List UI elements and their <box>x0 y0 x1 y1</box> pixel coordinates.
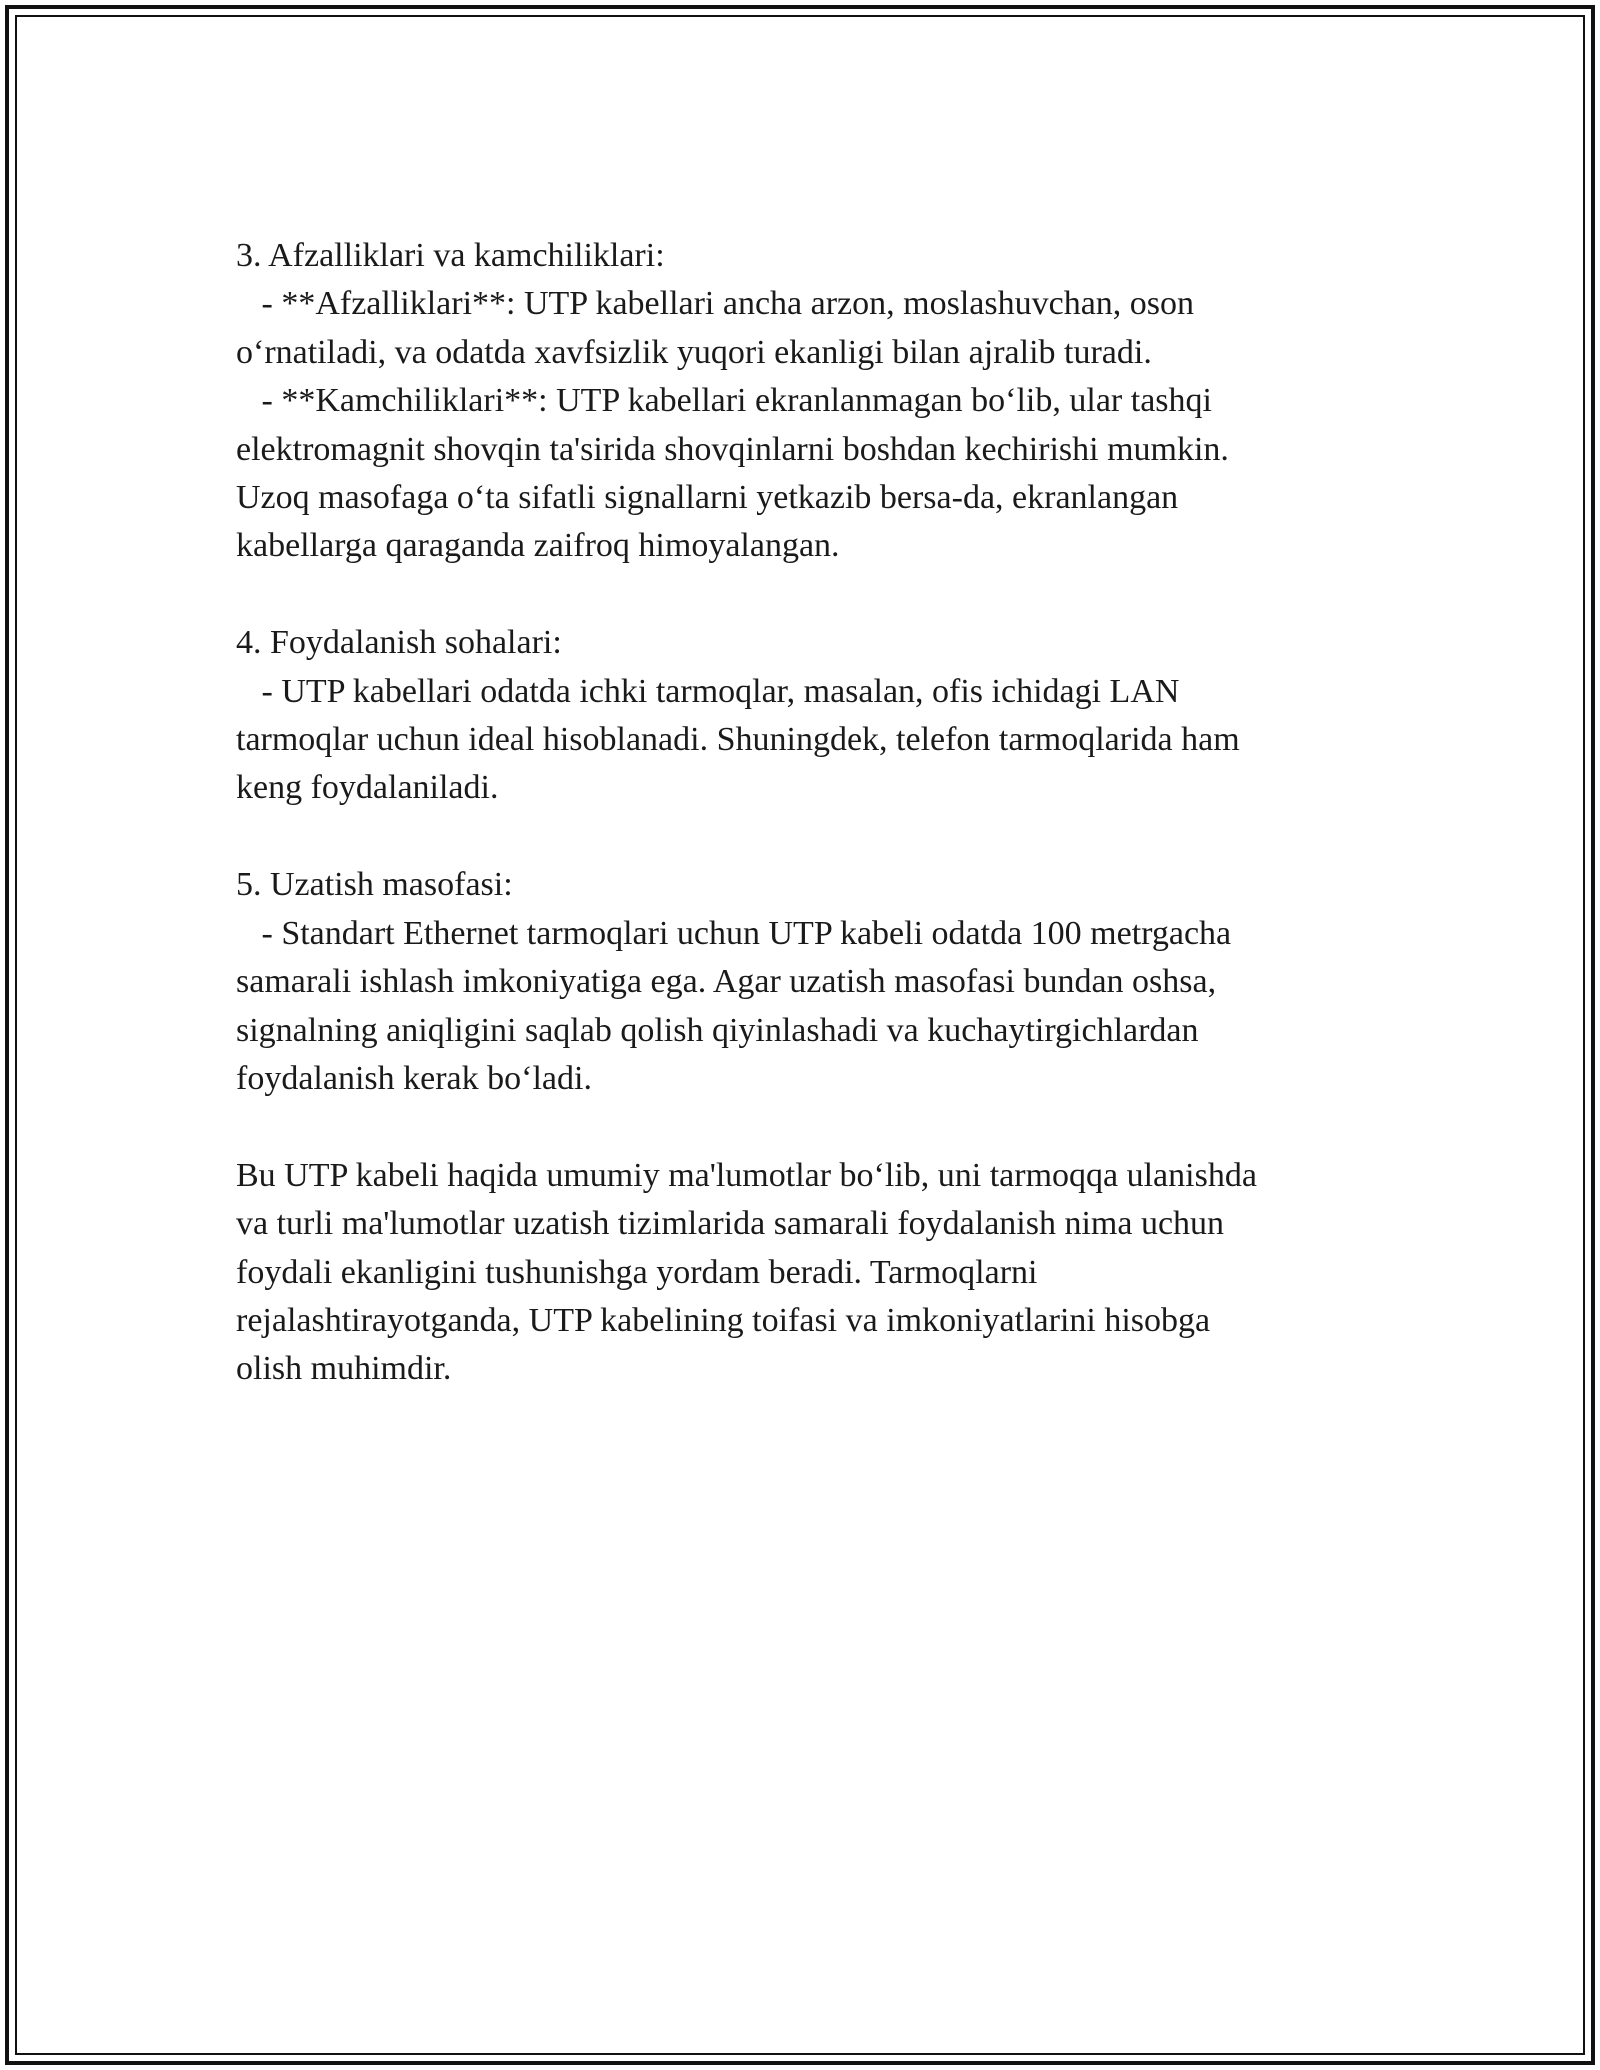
text-line: 5. Uzatish masofasi: <box>236 866 513 904</box>
text-line: keng foydalaniladi. <box>236 769 499 807</box>
text-line: kabellarga qaraganda zaifroq himoyalangan. <box>236 527 840 565</box>
text-line: - Standart Ethernet tarmoqlari uchun UTP kabeli odatda 100 metrgacha <box>236 914 1232 952</box>
blank-line <box>236 571 1386 619</box>
text-line: o‘rnatiladi, va odatda xavfsizlik yuqori ekanligi bilan ajralib turadi. <box>236 333 1152 371</box>
blank-line <box>236 813 1386 861</box>
text-line: - **Kamchiliklari**: UTP kabellari ekranlanmagan bo‘lib, ular tashqi <box>236 382 1212 420</box>
text-line: foydalanish kerak bo‘ladi. <box>236 1059 592 1097</box>
text-line: Uzoq masofaga o‘ta sifatli signallarni yetkazib bersa-da, ekranlangan <box>236 479 1179 517</box>
text-line: - **Afzalliklari**: UTP kabellari ancha arzon, moslashuvchan, oson <box>236 285 1195 323</box>
text-line: foydali ekanligini tushunishga yordam beradi. Tarmoqlarni <box>236 1253 1038 1291</box>
blank-line <box>236 1103 1386 1151</box>
text-line: signalning aniqligini saqlab qolish qiyinlashadi va kuchaytirgichlardan <box>236 1011 1199 1049</box>
text-line: 3. Afzalliklari va kamchiliklari: <box>236 237 665 274</box>
text-line: rejalashtirayotganda, UTP kabelining toifasi va imkoniyatlarini hisobga <box>236 1301 1211 1339</box>
document-body <box>236 232 1386 1394</box>
text-line: tarmoqlar uchun ideal hisoblanadi. Shuningdek, telefon tarmoqlarida ham <box>236 721 1240 759</box>
text-line: - UTP kabellari odatda ichki tarmoqlar, masalan, ofis ichidagi LAN <box>236 672 1180 710</box>
text-line: elektromagnit shovqin ta'sirida shovqinlarni boshdan kechirishi mumkin. <box>236 430 1229 468</box>
text-line: Bu UTP kabeli haqida umumiy ma'lumotlar bo‘lib, uni tarmoqqa ulanishda <box>236 1156 1257 1194</box>
text-line: 4. Foydalanish sohalari: <box>236 624 562 662</box>
text-line: olish muhimdir. <box>236 1350 452 1388</box>
text-line: va turli ma'lumotlar uzatish tizimlarida samarali foydalanish nima uchun <box>236 1205 1225 1243</box>
text-line: samarali ishlash imkoniyatiga ega. Agar uzatish masofasi bundan oshsa, <box>236 963 1217 1001</box>
